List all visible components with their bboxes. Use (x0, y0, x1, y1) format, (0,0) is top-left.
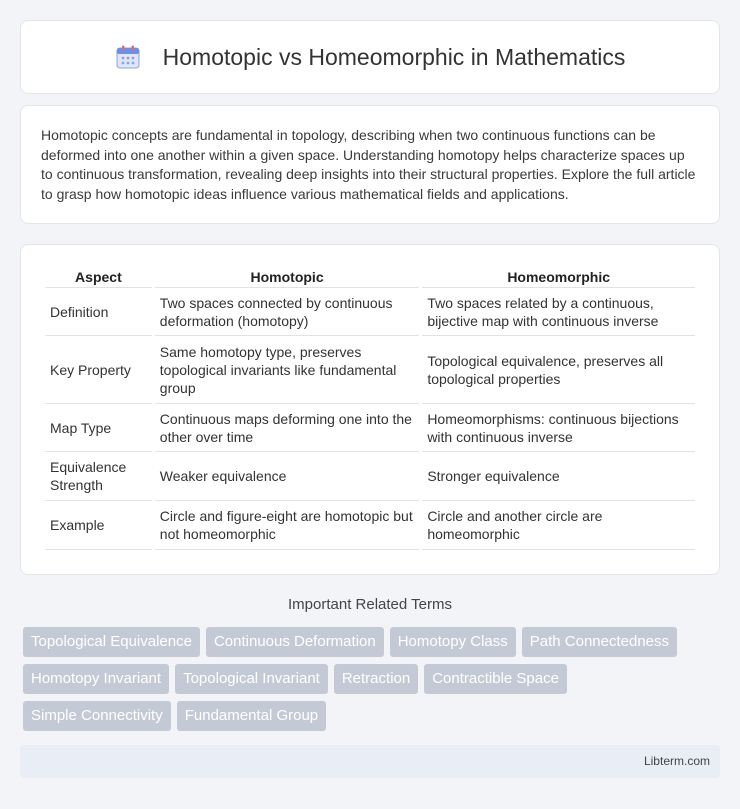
related-term-tag[interactable]: Homotopy Class (390, 627, 516, 657)
page-title: Homotopic vs Homeomorphic in Mathematics (162, 43, 626, 70)
table-cell: Circle and another circle are homeomorphic (422, 501, 695, 550)
related-term-tag[interactable]: Retraction (334, 664, 418, 694)
calendar-icon (115, 44, 141, 70)
related-term-tag[interactable]: Path Connectedness (522, 627, 677, 657)
table-header-row (45, 265, 695, 288)
table-cell: Two spaces connected by continuous deformation (homotopy) (155, 288, 420, 336)
related-term-tag[interactable]: Homotopy Invariant (23, 664, 169, 694)
table-cell: Example (45, 501, 152, 550)
related-term-tag[interactable]: Topological Equivalence (23, 627, 200, 657)
table-header: Homotopic (155, 265, 420, 288)
table-cell: Stronger equivalence (422, 452, 695, 501)
related-terms-list (23, 627, 723, 738)
footer-site-link[interactable]: Libterm.com (643, 754, 710, 768)
table-cell: Equivalence Strength (45, 452, 152, 501)
table-row (45, 404, 695, 452)
table-cell: Continuous maps deforming one into the other over time (155, 404, 420, 452)
table-cell: Definition (45, 288, 152, 336)
table-row (45, 501, 695, 550)
table-cell: Circle and figure-eight are homotopic but not homeomorphic (155, 501, 420, 550)
table-cell: Homeomorphisms: continuous bijections with continuous inverse (422, 404, 695, 452)
related-term-tag[interactable]: Contractible Space (424, 664, 567, 694)
table-header: Homeomorphic (422, 265, 695, 288)
comparison-table-card (20, 244, 720, 575)
table-header: Aspect (45, 265, 152, 288)
related-term-tag[interactable]: Fundamental Group (177, 701, 326, 731)
footer (20, 745, 720, 778)
table-cell: Weaker equivalence (155, 452, 420, 501)
table-row (45, 336, 695, 404)
related-term-tag[interactable]: Continuous Deformation (206, 627, 384, 657)
related-terms-title: Important Related Terms (288, 596, 452, 613)
table-row (45, 452, 695, 501)
related-term-tag[interactable]: Topological Invariant (175, 664, 328, 694)
table-cell: Two spaces related by a continuous, bijective map with continuous inverse (422, 288, 695, 336)
intro-text: Homotopic concepts are fundamental in topology, describing when two continuous functions can be deformed into one another within a given space. Understanding homotopy helps characterize spaces up to continuous transformation, revealing deep insights into their structural properties. Explore the full article to grasp how homotopic ideas influence various mathematical fields and applications. (41, 127, 696, 202)
table-cell: Topological equivalence, preserves all topological properties (422, 336, 695, 404)
comparison-table (42, 265, 698, 550)
related-term-tag[interactable]: Simple Connectivity (23, 701, 171, 731)
header-card (20, 20, 720, 94)
intro-card (20, 105, 720, 224)
table-cell: Same homotopy type, preserves topological invariants like fundamental group (155, 336, 420, 404)
table-row (45, 288, 695, 336)
table-cell: Map Type (45, 404, 152, 452)
table-cell: Key Property (45, 336, 152, 404)
